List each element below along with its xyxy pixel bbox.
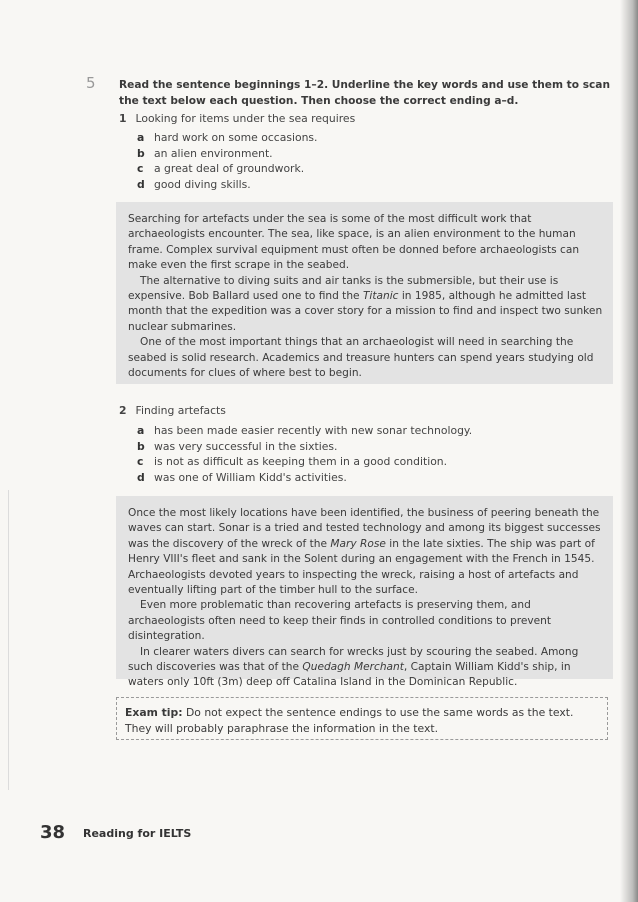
option-letter: c <box>137 162 144 175</box>
option-letter: a <box>137 424 145 437</box>
question-instructions: Read the sentence beginnings 1–2. Underline the key words and use them to scan the text below each question. Then choose the correct ending a–d. <box>119 79 610 107</box>
passage-text: The alternative to diving suits and air tanks is the submersible, but their use is expensive. Bob Ballard used one to find the <box>128 274 559 303</box>
item-stem-text: Looking for items under the sea requires <box>135 112 356 125</box>
option-text: was very successful in the sixties. <box>154 439 338 453</box>
option-letter: c <box>137 455 144 468</box>
passage-paragraph: One of the most important things that an archaeologist will need in searching the seabed is solid research. Academics and treasure hunters can spend years studying old documents for clues of where best to begin. <box>128 336 594 380</box>
option-text: hard work on some occasions. <box>154 131 318 144</box>
ship-title: Quedagh Merchant <box>302 661 404 674</box>
passage-paragraph <box>128 645 605 691</box>
option-b <box>137 439 472 455</box>
item-number: 1 <box>119 112 127 125</box>
passage-text: in the late sixties. The ship was part of Henry VIII's fleet and sank in the Solent during an engagement with the French in 1545. Archaeologists devoted years to inspecting the wreck, raising a host of artefacts and eventually lifting part of the timber hull to the surface. <box>128 537 595 597</box>
passage-1 <box>116 202 613 384</box>
question-number: 5 <box>86 74 96 92</box>
item-2-options <box>137 423 472 485</box>
ship-title: Titanic <box>362 290 399 303</box>
ship-title: Mary Rose <box>330 537 386 550</box>
option-text: a great deal of groundwork. <box>154 162 305 175</box>
margin-rule <box>8 490 9 790</box>
option-b <box>137 146 317 162</box>
option-letter: d <box>137 177 145 191</box>
option-c <box>137 161 317 177</box>
exam-tip-box <box>116 697 608 740</box>
option-text: an alien environment. <box>154 146 273 160</box>
item-2-stem <box>119 404 226 417</box>
option-d <box>137 177 317 193</box>
book-title: Reading for IELTS <box>83 827 192 840</box>
item-number: 2 <box>119 404 127 417</box>
option-letter: a <box>137 131 145 144</box>
option-a <box>137 423 472 439</box>
option-text: was one of William Kidd's activities. <box>154 470 347 484</box>
page-edge-shadow <box>620 0 638 902</box>
option-text: good diving skills. <box>154 177 251 191</box>
exam-tip-label: Exam tip: <box>125 706 183 719</box>
passage-paragraph <box>128 506 605 598</box>
item-1-stem <box>119 112 355 125</box>
option-text: is not as difficult as keeping them in a good condition. <box>154 455 448 468</box>
exam-tip-text: Do not expect the sentence endings to use the same words as the text. They will probably paraphrase the information in the text. <box>125 706 574 735</box>
option-d <box>137 470 472 486</box>
passage-paragraph: Searching for artefacts under the sea is some of the most difficult work that archaeologists encounter. The sea, like space, is an alien environment to the human frame. Complex survival equipment must often be donned before archaeologists can make even the first scrape in the seabed. <box>128 213 580 272</box>
passage-text: , Captain William Kidd's ship, in waters only 10ft (3m) deep off Catalina Island in the Dominican Republic. <box>128 661 571 689</box>
option-a <box>137 130 317 146</box>
passage-paragraph <box>128 274 605 336</box>
option-c <box>137 454 472 470</box>
passage-text: Once the most likely locations have been identified, the business of peering beneath the waves can start. Sonar is a tried and tested technology and among its biggest successes was the discovery of the wreck of the <box>128 507 601 550</box>
option-letter: b <box>137 439 145 453</box>
passage-text: in 1985, although he admitted last month that the expedition was a cover story for a mission to find and inspect two sunken nuclear submarines. <box>128 290 603 333</box>
page-number: 38 <box>40 822 66 843</box>
passage-2 <box>116 496 613 689</box>
option-text: has been made easier recently with new sonar technology. <box>154 424 473 437</box>
item-1-options <box>137 130 317 192</box>
passage-paragraph: Even more problematic than recovering artefacts is preserving them, and archaeologists often need to keep their finds in controlled conditions to prevent disintegration. <box>128 599 552 643</box>
option-letter: d <box>137 470 145 484</box>
option-letter: b <box>137 146 145 160</box>
passage-text: In clearer waters divers can search for wrecks just by scouring the seabed. Among such discoveries was that of the <box>128 645 579 674</box>
item-stem-text: Finding artefacts <box>135 404 226 417</box>
